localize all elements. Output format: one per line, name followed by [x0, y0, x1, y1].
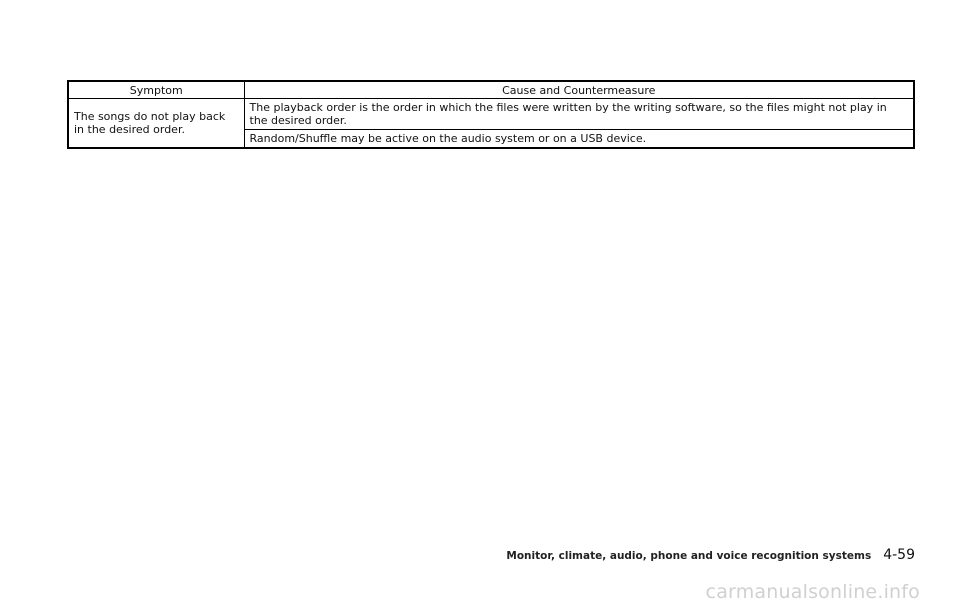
table-header-row	[68, 81, 914, 99]
cause-cell: Random/Shuffle may be active on the audio system or on a USB device.	[244, 130, 914, 149]
page-number: 4-59	[883, 547, 915, 563]
header-symptom: Symptom	[68, 81, 244, 99]
cause-cell: The playback order is the order in which the files were written by the writing software, so the files might not play in the desired order.	[244, 99, 914, 130]
troubleshooting-table	[67, 80, 915, 149]
footer-section-title: Monitor, climate, audio, phone and voice recognition systems	[506, 550, 872, 562]
watermark-text: carmanualsonline.info	[705, 581, 920, 603]
header-cause: Cause and Countermeasure	[244, 81, 914, 99]
table-row	[68, 99, 914, 130]
page-footer	[506, 547, 915, 563]
symptom-cell: The songs do not play back in the desired order.	[68, 99, 244, 149]
